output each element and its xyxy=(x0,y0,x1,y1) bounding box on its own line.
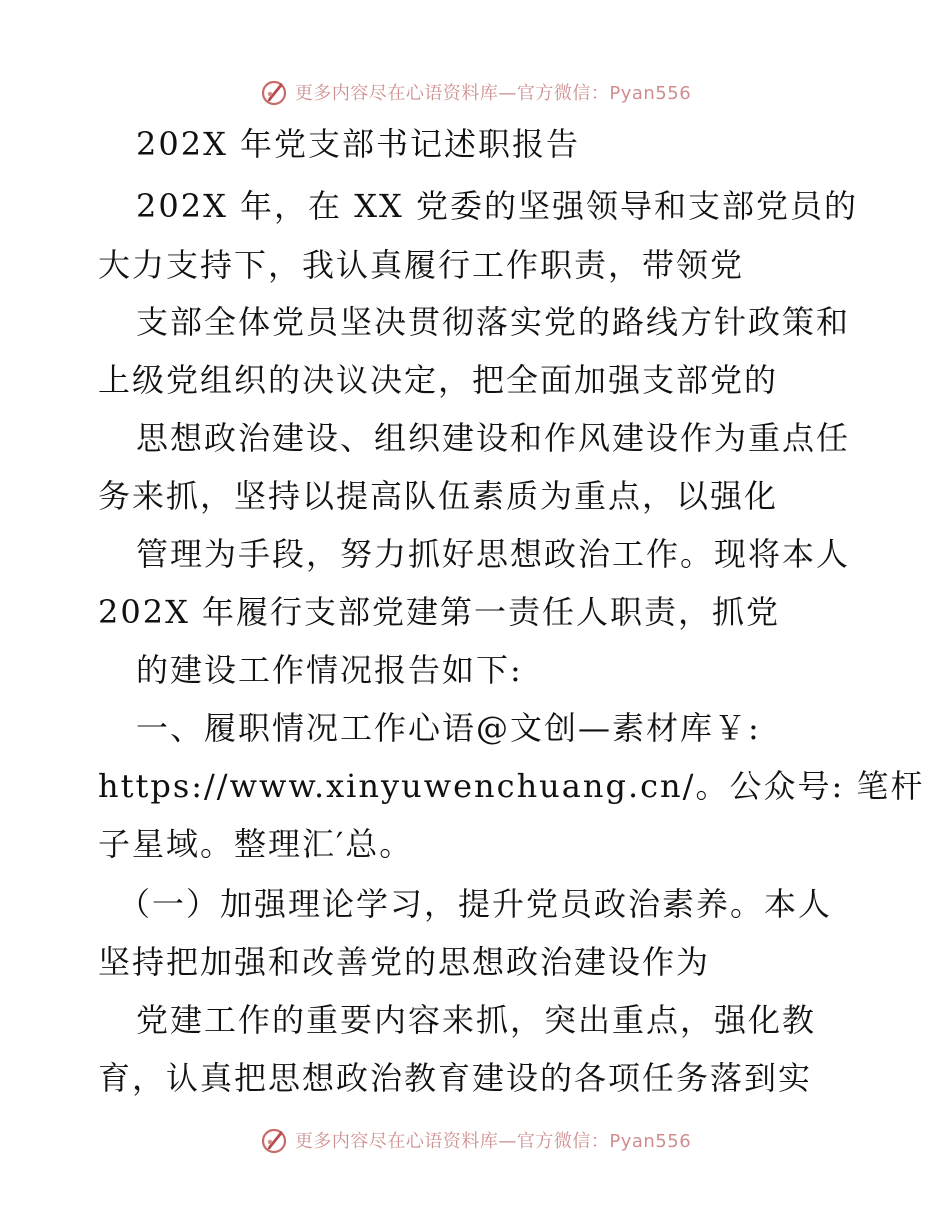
paragraph-line: 大力支持下，我认真履行工作职责，带领党 xyxy=(98,246,745,284)
paragraph-line: 202X 年，在 XX 党委的坚强领导和支部党员的 xyxy=(136,187,858,225)
paragraph-line: 务来抓，坚持以提高队伍素质为重点，以强化 xyxy=(98,477,779,515)
subsection-heading: （一）加强理论学习，提升党员政治素养。本人 xyxy=(118,885,833,923)
header-watermark-banner xyxy=(0,72,950,112)
section-heading: 一、履职情况工作心语@文创—素材库￥: xyxy=(136,709,761,747)
paragraph-line: https://www.xinyuwenchuang.cn/。公众号: 笔杆 xyxy=(98,767,925,805)
paragraph-line: 202X 年履行支部党建第一责任人职责，抓党 xyxy=(98,593,781,631)
document-title: 202X 年党支部书记述职报告 xyxy=(136,125,581,163)
paragraph-line: 党建工作的重要内容来抓，突出重点，强化教 xyxy=(136,1001,817,1039)
footer-watermark-text: 更多内容尽在心语资料库—官方微信：Pyan556 xyxy=(294,1131,692,1152)
paragraph-line: 上级党组织的决议决定，把全面加强支部党的 xyxy=(98,361,779,399)
quill-ink-logo-icon xyxy=(259,1125,289,1155)
paragraph-line: 坚持把加强和改善党的思想政治建设作为 xyxy=(98,943,711,981)
paragraph-line: 管理为手段，努力抓好思想政治工作。现将本人 xyxy=(136,535,851,573)
paragraph-line: 子星域。整理汇′总。 xyxy=(98,825,414,863)
paragraph-line: 思想政治建设、组织建设和作风建设作为重点任 xyxy=(136,419,851,457)
quill-ink-logo-icon xyxy=(259,77,289,107)
footer-watermark-banner xyxy=(0,1120,950,1160)
paragraph-line: 支部全体党员坚决贯彻落实党的路线方针政策和 xyxy=(136,303,851,341)
header-watermark-text: 更多内容尽在心语资料库—官方微信：Pyan556 xyxy=(294,83,692,104)
paragraph-line: 的建设工作情况报告如下: xyxy=(136,651,523,689)
paragraph-line: 育，认真把思想政治教育建设的各项任务落到实 xyxy=(98,1059,813,1097)
